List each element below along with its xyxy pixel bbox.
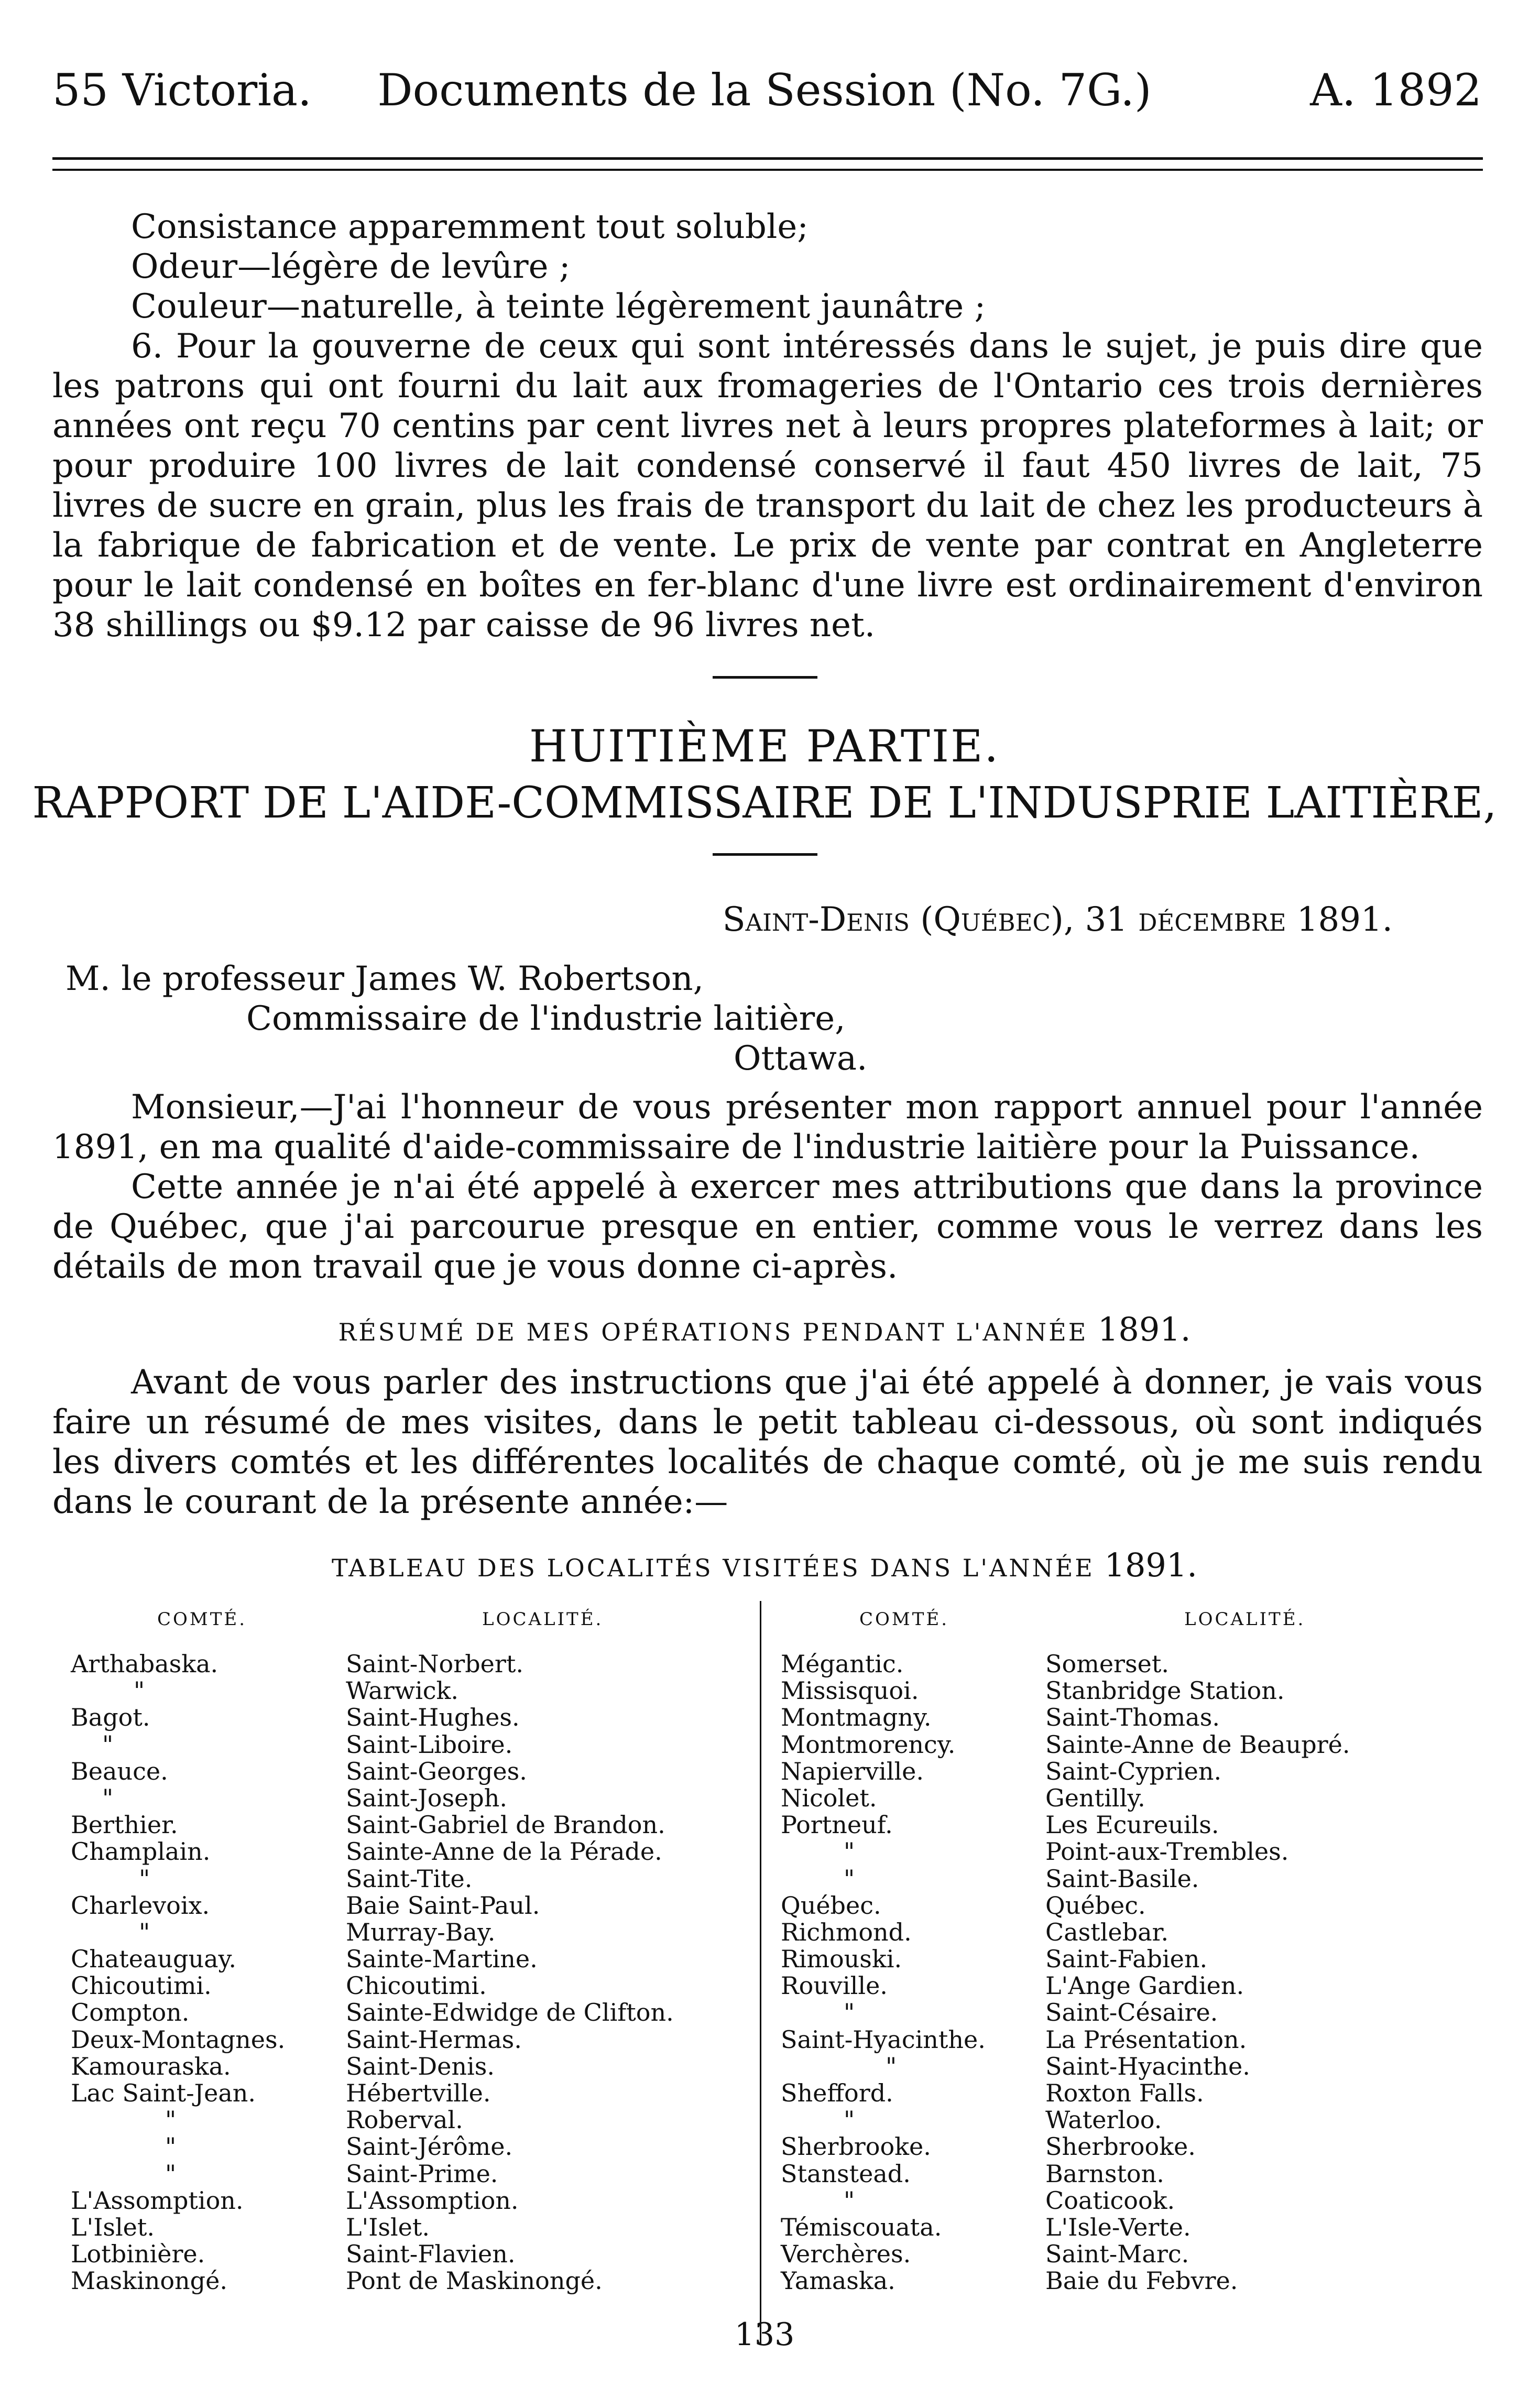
col-header-comte-right: COMTÉ. xyxy=(859,1609,949,1630)
right-comte-item: Saint-Hyacinthe. xyxy=(781,2025,986,2054)
right-localite-item: Barnston. xyxy=(1045,2159,1164,2188)
right-localite-item: Saint-Thomas. xyxy=(1045,1703,1220,1732)
col-header-localite-left: LOCALITÉ. xyxy=(482,1609,604,1630)
left-comte-item: " xyxy=(102,1783,114,1812)
right-localite-list xyxy=(1045,1651,1350,2295)
right-comte-item: " xyxy=(844,2106,855,2134)
right-localite-item: Saint-Hyacinthe. xyxy=(1045,2052,1250,2080)
right-localite-item: Sherbrooke. xyxy=(1045,2132,1196,2161)
right-localite-item: Stanbridge Station. xyxy=(1045,1676,1285,1705)
left-localite-item: Sainte-Martine. xyxy=(346,1945,538,1974)
right-localite-item: Québec. xyxy=(1045,1891,1146,1920)
left-comte-item: " xyxy=(139,1864,150,1893)
right-comte-item: Portneuf. xyxy=(781,1811,893,1839)
left-localite-item: L'Islet. xyxy=(346,2213,430,2241)
right-comte-item: Québec. xyxy=(781,1891,881,1920)
right-comte-item: Richmond. xyxy=(781,1917,912,1946)
right-comte-item: Montmorency. xyxy=(781,1730,956,1759)
left-comte-item: " xyxy=(102,1730,114,1759)
header-rule-top xyxy=(52,157,1483,160)
table-title xyxy=(0,1546,1529,1584)
left-comte-item: Berthier. xyxy=(71,1811,178,1839)
right-localite-item: Gentilly. xyxy=(1045,1783,1145,1812)
right-comte-item: " xyxy=(844,1837,855,1866)
left-localite-item: Saint-Georges. xyxy=(346,1757,527,1785)
left-localite-item: Saint-Jérôme. xyxy=(346,2132,513,2161)
right-comte-item: Sherbrooke. xyxy=(781,2132,931,2161)
left-localite-item: Sainte-Edwidge de Clifton. xyxy=(346,1998,674,2027)
left-localite-item: Saint-Hermas. xyxy=(346,2025,522,2054)
right-comte-item: Montmagny. xyxy=(781,1703,932,1732)
left-comte-item: Bagot. xyxy=(71,1703,150,1732)
right-comte-item: Témiscouata. xyxy=(781,2213,942,2241)
col-header-localite-right: LOCALITÉ. xyxy=(1184,1609,1306,1630)
section-title: HUITIÈME PARTIE. xyxy=(529,721,1000,772)
left-localite-item: Saint-Joseph. xyxy=(346,1783,507,1812)
right-localite-item: L'Isle-Verte. xyxy=(1045,2213,1191,2241)
left-comte-list xyxy=(71,1651,285,2295)
right-comte-item: Napierville. xyxy=(781,1757,924,1785)
intro-line-couleur: Couleur—naturelle, à teinte légèrement jaunâtre ; xyxy=(131,287,986,326)
table-title-year: 1891. xyxy=(1104,1546,1198,1584)
right-localite-item: Castlebar. xyxy=(1045,1917,1169,1946)
right-localite-item: Sainte-Anne de Beaupré. xyxy=(1045,1730,1350,1759)
right-comte-item: Rouville. xyxy=(781,1971,888,2000)
left-localite-item: Saint-Prime. xyxy=(346,2159,498,2188)
paragraph-6: 6. Pour la gouverne de ceux qui sont intéressés dans le sujet, je puis dire que les patrons qui ont fourni du lait aux fromageries de l'Ontario ces trois dernières années ont reçu 70 centins par cent livres net à leurs propres plateformes à lait; or pour produire 100 livres de lait condensé conservé il faut 450 livres de lait, 75 livres de sucre en grain, plus les frais de transport du lait de chez les producteurs à la fabrique de fabrication et de vente. Le prix de vente par contrat en Angleterre pour le lait condensé en boîtes en fer-blanc d'une livre est ordinairement d'environ 38 shillings ou $9.12 par caisse de 96 livres net. xyxy=(52,327,1483,645)
right-comte-item: Missisquoi. xyxy=(781,1676,919,1705)
left-localite-item: Murray-Bay. xyxy=(346,1917,496,1946)
right-localite-item: Les Ecureuils. xyxy=(1045,1811,1219,1839)
left-comte-item: L'Islet. xyxy=(71,2213,155,2241)
left-comte-item: Lac Saint-Jean. xyxy=(71,2079,256,2107)
right-localite-item: Point-aux-Trembles. xyxy=(1045,1837,1289,1866)
table-column-divider xyxy=(760,1601,761,2345)
right-localite-item: Saint-Césaire. xyxy=(1045,1998,1218,2027)
right-localite-item: Roxton Falls. xyxy=(1045,2079,1204,2107)
left-localite-item: Warwick. xyxy=(346,1676,459,1705)
left-localite-item: Saint-Gabriel de Brandon. xyxy=(346,1811,665,1839)
resume-heading xyxy=(0,1310,1529,1348)
left-localite-item: Saint-Tite. xyxy=(346,1864,473,1893)
header-volume: 55 Victoria. xyxy=(52,64,312,116)
right-comte-item: Mégantic. xyxy=(781,1650,904,1678)
left-comte-item: Charlevoix. xyxy=(71,1891,210,1920)
left-comte-item: " xyxy=(165,2106,177,2134)
intro-line-consistance: Consistance apparemment tout soluble; xyxy=(131,208,809,246)
left-comte-item: Kamouraska. xyxy=(71,2052,231,2080)
right-localite-item: L'Ange Gardien. xyxy=(1045,1971,1244,2000)
right-comte-item: Verchères. xyxy=(781,2240,911,2269)
right-localite-item: Coaticook. xyxy=(1045,2186,1175,2215)
letter-paragraph-1: Monsieur,—J'ai l'honneur de vous présenter mon rapport annuel pour l'année 1891, en ma qualité d'aide-commissaire de l'industrie laitière pour la Puissance. xyxy=(52,1088,1483,1167)
intro-block xyxy=(52,207,1483,645)
left-localite-item: Saint-Flavien. xyxy=(346,2240,516,2269)
left-comte-item: Lotbinière. xyxy=(71,2240,205,2269)
left-comte-item: Deux-Montagnes. xyxy=(71,2025,286,2054)
section-rule-top xyxy=(713,676,817,679)
address-title: Commissaire de l'industrie laitière, xyxy=(246,999,846,1038)
right-localite-item: Saint-Cyprien. xyxy=(1045,1757,1222,1785)
resume-heading-text: RÉSUMÉ DE MES OPÉRATIONS PENDANT L'ANNÉE xyxy=(338,1318,1088,1346)
right-comte-item: Rimouski. xyxy=(781,1945,902,1974)
left-comte-item: Beauce. xyxy=(71,1757,168,1785)
right-comte-item: " xyxy=(886,2052,897,2080)
resume-paragraph: Avant de vous parler des instructions que j'ai été appelé à donner, je vais vous faire un résumé de mes visites, dans le petit tableau ci-dessous, où sont indiqués les divers comtés et les différentes localités de chaque comté, où je me suis rendu dans le courant de la présente année:— xyxy=(52,1363,1483,1521)
left-localite-item: Baie Saint-Paul. xyxy=(346,1891,540,1920)
left-comte-item: " xyxy=(134,1676,145,1705)
left-localite-item: Pont de Maskinongé. xyxy=(346,2267,603,2295)
header-rule-bottom xyxy=(52,169,1483,171)
intro-line-odeur: Odeur—légère de levûre ; xyxy=(131,247,571,286)
left-comte-item: Compton. xyxy=(71,1998,190,2027)
right-comte-item: " xyxy=(844,2186,855,2215)
right-comte-item: Yamaska. xyxy=(781,2267,895,2295)
left-localite-item: Chicoutimi. xyxy=(346,1971,487,2000)
left-localite-item: Sainte-Anne de la Pérade. xyxy=(346,1837,662,1866)
right-comte-list xyxy=(781,1651,986,2295)
right-localite-item: Saint-Fabien. xyxy=(1045,1945,1208,1974)
header-title: Documents de la Session (No. 7G.) xyxy=(377,64,1152,116)
right-comte-item: Stanstead. xyxy=(781,2159,911,2188)
left-comte-item: Chicoutimi. xyxy=(71,1971,212,2000)
col-header-comte-left: COMTÉ. xyxy=(157,1609,247,1630)
left-comte-item: Chateauguay. xyxy=(71,1945,237,1974)
left-localite-item: Saint-Norbert. xyxy=(346,1650,524,1678)
address-city: Ottawa. xyxy=(734,1039,868,1078)
section-subtitle: RAPPORT DE L'AIDE-COMMISSAIRE DE L'INDUSPRIE LAITIÈRE, xyxy=(32,778,1497,828)
left-comte-item: " xyxy=(165,2159,177,2188)
left-localite-item: Roberval. xyxy=(346,2106,463,2134)
letter-paragraph-2: Cette année je n'ai été appelé à exercer mes attributions que dans la province de Québec, que j'ai parcourue presque en entier, comme vous le verrez dans les détails de mon travail que je vous donne ci-après. xyxy=(52,1168,1483,1286)
left-localite-item: Saint-Denis. xyxy=(346,2052,495,2080)
dateline: Saint-Denis (Québec), 31 décembre 1891. xyxy=(722,900,1393,939)
section-rule-bottom xyxy=(713,853,817,856)
left-localite-list xyxy=(346,1651,674,2295)
left-comte-item: L'Assomption. xyxy=(71,2186,244,2215)
table-title-text: TABLEAU DES LOCALITÉS VISITÉES DANS L'ANNÉE xyxy=(331,1554,1095,1582)
letter-body xyxy=(52,1087,1483,1287)
left-localite-item: Hébertville. xyxy=(346,2079,491,2107)
right-comte-item: " xyxy=(844,1998,855,2027)
right-localite-item: Saint-Marc. xyxy=(1045,2240,1189,2269)
left-comte-item: " xyxy=(165,2132,177,2161)
right-comte-item: " xyxy=(844,1864,855,1893)
resume-block xyxy=(52,1363,1483,1522)
left-localite-item: Saint-Liboire. xyxy=(346,1730,513,1759)
left-comte-item: Arthabaska. xyxy=(71,1650,219,1678)
right-localite-item: Waterloo. xyxy=(1045,2106,1162,2134)
right-localite-item: La Présentation. xyxy=(1045,2025,1247,2054)
right-comte-item: Shefford. xyxy=(781,2079,893,2107)
left-comte-item: Champlain. xyxy=(71,1837,211,1866)
left-comte-item: " xyxy=(139,1917,150,1946)
resume-heading-year: 1891. xyxy=(1097,1310,1191,1348)
right-localite-item: Somerset. xyxy=(1045,1650,1169,1678)
header-year: A. 1892 xyxy=(1310,64,1482,116)
left-comte-item: Maskinongé. xyxy=(71,2267,227,2295)
left-localite-item: Saint-Hughes. xyxy=(346,1703,520,1732)
address-recipient: M. le professeur James W. Robertson, xyxy=(65,960,704,998)
page-number: 133 xyxy=(734,2316,795,2353)
right-localite-item: Saint-Basile. xyxy=(1045,1864,1199,1893)
right-localite-item: Baie du Febvre. xyxy=(1045,2267,1238,2295)
left-localite-item: L'Assomption. xyxy=(346,2186,519,2215)
right-comte-item: Nicolet. xyxy=(781,1783,877,1812)
